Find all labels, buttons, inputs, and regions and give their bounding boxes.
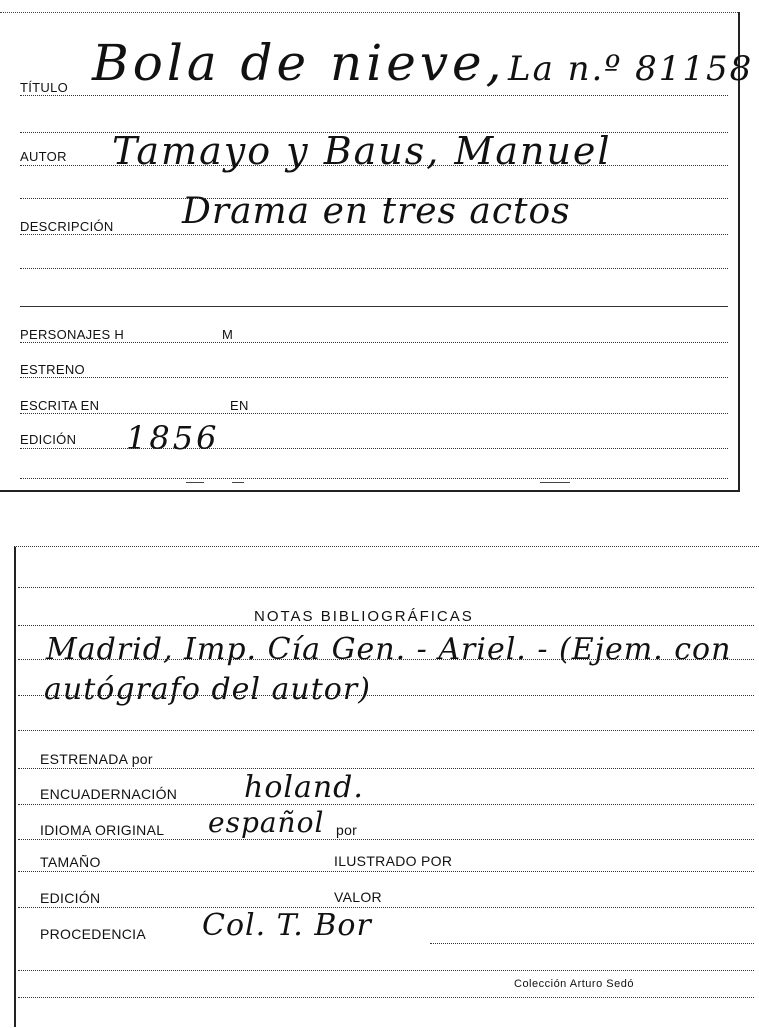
blank-line: [18, 587, 754, 588]
autor-label: AUTOR: [20, 149, 67, 164]
estrenada-label: ESTRENADA por: [40, 751, 153, 767]
notas-line-4: [18, 730, 754, 731]
card-bottom-edge: [0, 490, 738, 492]
notas-handwriting-line2: autógrafo del autor): [44, 672, 371, 707]
tamano-label: TAMAÑO: [40, 854, 101, 870]
edicion-handwriting: 1856: [126, 419, 220, 457]
notas-heading: NOTAS BIBLIOGRÁFICAS: [254, 608, 474, 625]
estreno-line: [20, 377, 728, 378]
edicion-bottom-line: [18, 907, 754, 908]
procedencia-label: PROCEDENCIA: [40, 926, 146, 942]
blank-line: [20, 268, 728, 269]
estrenada-line: [18, 768, 754, 769]
catalog-card-top: [0, 12, 754, 492]
blank-line: [20, 478, 728, 479]
autor-handwriting: Tamayo y Baus, Manuel: [112, 129, 612, 173]
valor-label: VALOR: [334, 889, 382, 905]
notas-handwriting-line1: Madrid, Imp. Cía Gen. - Ariel. - (Ejem. con: [46, 632, 732, 667]
descripcion-label: DESCRIPCIÓN: [20, 219, 114, 234]
edicion-label: EDICIÓN: [20, 432, 77, 447]
notas-line-2: [18, 659, 754, 660]
idioma-por-label: por: [336, 822, 358, 838]
personajes-m-label: M: [222, 327, 234, 342]
collection-footer: Colección Arturo Sedó: [514, 978, 634, 990]
escrita-en-label: EN: [230, 398, 249, 413]
signature-number-handwriting: La n.º 81158: [508, 49, 754, 89]
personajes-label: PERSONAJES H: [20, 327, 125, 342]
titulo-line: [20, 95, 728, 96]
catalog-card-bottom: [14, 546, 759, 1027]
descripcion-line: [20, 234, 728, 235]
tamano-line: [18, 871, 754, 872]
notas-line: [18, 625, 754, 626]
descripcion-handwriting: Drama en tres actos: [182, 191, 571, 232]
idioma-label: IDIOMA ORIGINAL: [40, 822, 165, 838]
scan-mark: [186, 482, 204, 483]
scan-mark: [232, 482, 244, 483]
idioma-handwriting: español: [208, 806, 325, 839]
escrita-line: [20, 413, 728, 414]
scan-mark: [540, 482, 570, 483]
blank-line: [18, 997, 754, 998]
encuadernacion-label: ENCUADERNACIÓN: [40, 786, 178, 802]
estreno-label: ESTRENO: [20, 362, 85, 377]
encuadernacion-handwriting: holand.: [244, 770, 364, 805]
idioma-line: [18, 839, 754, 840]
procedencia-line: [430, 943, 754, 944]
personajes-line: [20, 342, 728, 343]
section-divider: [20, 306, 728, 307]
card-top-edge: [0, 12, 738, 13]
notas-line-3: [18, 695, 754, 696]
escrita-label: ESCRITA EN: [20, 398, 100, 413]
titulo-label: TÍTULO: [20, 80, 69, 95]
encuadernacion-line: [18, 804, 754, 805]
titulo-handwriting: Bola de nieve,: [92, 34, 506, 92]
ilustrado-label: ILUSTRADO POR: [334, 853, 453, 869]
blank-line: [18, 970, 754, 971]
edicion-bottom-label: EDICIÓN: [40, 890, 101, 906]
procedencia-handwriting: Col. T. Bor: [202, 908, 372, 943]
